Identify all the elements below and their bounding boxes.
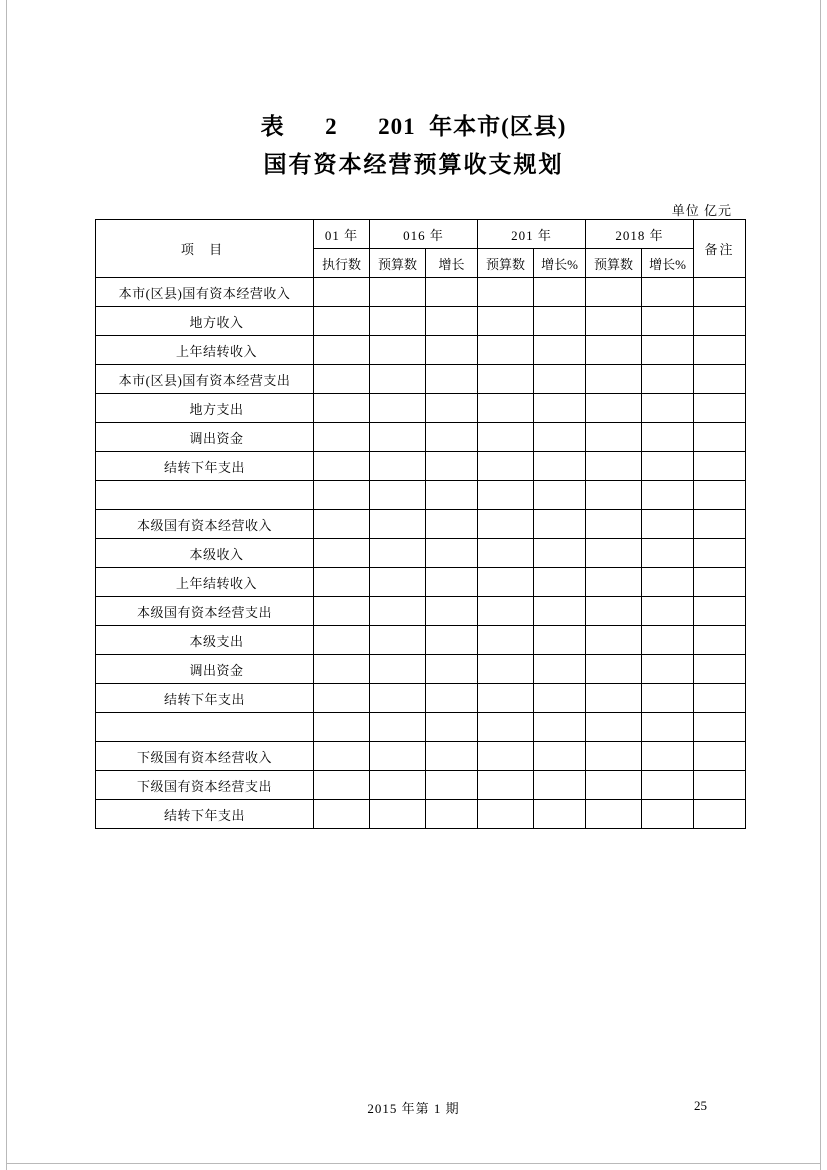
data-cell[interactable] bbox=[370, 365, 426, 394]
footer-issue-label: 2015 年第 1 期 bbox=[367, 1101, 460, 1116]
data-cell[interactable] bbox=[426, 510, 478, 539]
data-cell[interactable] bbox=[586, 800, 642, 829]
data-cell[interactable] bbox=[478, 452, 534, 481]
data-cell[interactable] bbox=[426, 742, 478, 771]
title-line-1: 表 2 201 年本市(区县) bbox=[260, 114, 567, 139]
data-cell[interactable] bbox=[642, 365, 694, 394]
data-cell[interactable] bbox=[694, 626, 746, 655]
data-cell[interactable] bbox=[370, 597, 426, 626]
data-cell[interactable] bbox=[426, 655, 478, 684]
data-cell[interactable] bbox=[534, 365, 586, 394]
header-sub-2017-growth: 增长% bbox=[534, 249, 586, 278]
data-cell[interactable] bbox=[534, 626, 586, 655]
table-row bbox=[96, 307, 746, 336]
data-cell[interactable] bbox=[586, 626, 642, 655]
data-cell[interactable] bbox=[426, 713, 478, 742]
table-row bbox=[96, 684, 746, 713]
budget-table bbox=[95, 219, 746, 829]
data-cell[interactable] bbox=[586, 713, 642, 742]
data-cell[interactable] bbox=[642, 800, 694, 829]
data-cell[interactable] bbox=[534, 771, 586, 800]
data-cell[interactable] bbox=[314, 539, 370, 568]
data-cell[interactable] bbox=[642, 771, 694, 800]
data-cell[interactable] bbox=[426, 800, 478, 829]
data-cell[interactable] bbox=[478, 568, 534, 597]
data-cell[interactable] bbox=[586, 655, 642, 684]
data-cell[interactable] bbox=[642, 713, 694, 742]
data-cell[interactable] bbox=[586, 510, 642, 539]
data-cell[interactable] bbox=[694, 771, 746, 800]
data-cell[interactable] bbox=[586, 597, 642, 626]
data-cell[interactable] bbox=[642, 684, 694, 713]
row-label: 本市(区县)国有资本经营收入 bbox=[96, 278, 314, 307]
header-year-2017: 201 年 bbox=[478, 220, 586, 249]
header-sub-2018-budget: 预算数 bbox=[586, 249, 642, 278]
table-header-row-1 bbox=[96, 220, 746, 249]
row-label: 结转下年支出 bbox=[96, 452, 314, 481]
data-cell[interactable] bbox=[426, 684, 478, 713]
page-edge-bottom bbox=[6, 1163, 821, 1164]
data-cell[interactable] bbox=[694, 539, 746, 568]
data-cell[interactable] bbox=[586, 336, 642, 365]
data-cell[interactable] bbox=[534, 452, 586, 481]
table-row bbox=[96, 510, 746, 539]
header-sub-2018-growth: 增长% bbox=[642, 249, 694, 278]
data-cell[interactable] bbox=[314, 568, 370, 597]
data-cell[interactable] bbox=[642, 423, 694, 452]
data-cell[interactable] bbox=[534, 481, 586, 510]
data-cell[interactable] bbox=[478, 423, 534, 452]
data-cell[interactable] bbox=[370, 800, 426, 829]
data-cell[interactable] bbox=[694, 597, 746, 626]
data-cell[interactable] bbox=[426, 336, 478, 365]
data-cell[interactable] bbox=[642, 278, 694, 307]
data-cell[interactable] bbox=[694, 684, 746, 713]
data-cell[interactable] bbox=[642, 568, 694, 597]
data-cell[interactable] bbox=[370, 394, 426, 423]
table-row bbox=[96, 655, 746, 684]
row-label: 上年结转收入 bbox=[96, 568, 314, 597]
header-note-column: 备注 bbox=[694, 220, 746, 278]
table-row bbox=[96, 568, 746, 597]
data-cell[interactable] bbox=[534, 510, 586, 539]
data-cell[interactable] bbox=[426, 597, 478, 626]
data-cell[interactable] bbox=[642, 655, 694, 684]
header-sub-2015-actual: 执行数 bbox=[314, 249, 370, 278]
data-cell[interactable] bbox=[534, 336, 586, 365]
data-cell[interactable] bbox=[478, 307, 534, 336]
data-cell[interactable] bbox=[694, 452, 746, 481]
data-cell[interactable] bbox=[534, 307, 586, 336]
header-year-2016: 016 年 bbox=[370, 220, 478, 249]
data-cell[interactable] bbox=[426, 539, 478, 568]
data-cell[interactable] bbox=[478, 539, 534, 568]
row-label: 地方收入 bbox=[96, 307, 314, 336]
data-cell[interactable] bbox=[642, 452, 694, 481]
table-row bbox=[96, 539, 746, 568]
header-sub-2017-budget: 预算数 bbox=[478, 249, 534, 278]
data-cell[interactable] bbox=[314, 597, 370, 626]
data-cell[interactable] bbox=[314, 655, 370, 684]
table-row bbox=[96, 742, 746, 771]
data-cell[interactable] bbox=[534, 423, 586, 452]
data-cell[interactable] bbox=[642, 539, 694, 568]
data-cell[interactable] bbox=[694, 800, 746, 829]
data-cell[interactable] bbox=[694, 481, 746, 510]
data-cell[interactable] bbox=[314, 452, 370, 481]
data-cell[interactable] bbox=[478, 365, 534, 394]
data-cell[interactable] bbox=[370, 771, 426, 800]
data-cell[interactable] bbox=[370, 481, 426, 510]
data-cell[interactable] bbox=[426, 452, 478, 481]
data-cell[interactable] bbox=[314, 481, 370, 510]
data-cell[interactable] bbox=[586, 539, 642, 568]
data-cell[interactable] bbox=[478, 336, 534, 365]
data-cell[interactable] bbox=[586, 771, 642, 800]
unit-label: 单位 亿元 bbox=[671, 203, 732, 218]
data-cell[interactable] bbox=[314, 394, 370, 423]
data-cell[interactable] bbox=[314, 336, 370, 365]
data-cell[interactable] bbox=[370, 684, 426, 713]
table-row bbox=[96, 597, 746, 626]
row-label: 上年结转收入 bbox=[96, 336, 314, 365]
data-cell[interactable] bbox=[694, 365, 746, 394]
table-row bbox=[96, 771, 746, 800]
table-row bbox=[96, 336, 746, 365]
table-row bbox=[96, 452, 746, 481]
data-cell[interactable] bbox=[370, 423, 426, 452]
data-cell[interactable] bbox=[534, 800, 586, 829]
data-cell[interactable] bbox=[694, 568, 746, 597]
data-cell[interactable] bbox=[426, 394, 478, 423]
data-cell[interactable] bbox=[534, 539, 586, 568]
data-cell[interactable] bbox=[586, 307, 642, 336]
data-cell[interactable] bbox=[370, 278, 426, 307]
header-sub-2016-growth: 增长 bbox=[426, 249, 478, 278]
data-cell[interactable] bbox=[370, 568, 426, 597]
data-cell[interactable] bbox=[314, 626, 370, 655]
data-cell[interactable] bbox=[642, 510, 694, 539]
table-row bbox=[96, 626, 746, 655]
data-cell[interactable] bbox=[314, 771, 370, 800]
row-label: 下级国有资本经营收入 bbox=[96, 742, 314, 771]
document-title bbox=[0, 112, 827, 182]
row-label: 本级收入 bbox=[96, 539, 314, 568]
data-cell[interactable] bbox=[534, 278, 586, 307]
row-label: 调出资金 bbox=[96, 423, 314, 452]
data-cell[interactable] bbox=[314, 307, 370, 336]
data-cell[interactable] bbox=[370, 336, 426, 365]
data-cell[interactable] bbox=[314, 278, 370, 307]
data-cell[interactable] bbox=[586, 481, 642, 510]
data-cell[interactable] bbox=[642, 481, 694, 510]
header-year-2018: 2018 年 bbox=[586, 220, 694, 249]
row-label: 本级支出 bbox=[96, 626, 314, 655]
data-cell[interactable] bbox=[694, 394, 746, 423]
row-label: 本级国有资本经营支出 bbox=[96, 597, 314, 626]
data-cell[interactable] bbox=[426, 423, 478, 452]
row-label: 本市(区县)国有资本经营支出 bbox=[96, 365, 314, 394]
data-cell[interactable] bbox=[314, 423, 370, 452]
row-label bbox=[96, 481, 314, 510]
data-cell[interactable] bbox=[478, 771, 534, 800]
data-cell[interactable] bbox=[586, 423, 642, 452]
data-cell[interactable] bbox=[642, 742, 694, 771]
row-label: 地方支出 bbox=[96, 394, 314, 423]
data-cell[interactable] bbox=[586, 742, 642, 771]
data-cell[interactable] bbox=[426, 568, 478, 597]
data-cell[interactable] bbox=[478, 394, 534, 423]
data-cell[interactable] bbox=[694, 336, 746, 365]
data-cell[interactable] bbox=[586, 452, 642, 481]
data-cell[interactable] bbox=[694, 278, 746, 307]
data-cell[interactable] bbox=[478, 510, 534, 539]
data-cell[interactable] bbox=[478, 481, 534, 510]
footer-page-number: 25 bbox=[694, 1098, 707, 1113]
data-cell[interactable] bbox=[642, 394, 694, 423]
data-cell[interactable] bbox=[534, 597, 586, 626]
data-cell[interactable] bbox=[314, 742, 370, 771]
data-cell[interactable] bbox=[642, 307, 694, 336]
header-item-column: 项 目 bbox=[96, 220, 314, 278]
data-cell[interactable] bbox=[694, 510, 746, 539]
data-cell[interactable] bbox=[426, 481, 478, 510]
data-cell[interactable] bbox=[694, 655, 746, 684]
data-cell[interactable] bbox=[586, 394, 642, 423]
row-label: 结转下年支出 bbox=[96, 684, 314, 713]
data-cell[interactable] bbox=[586, 684, 642, 713]
data-cell[interactable] bbox=[370, 626, 426, 655]
data-cell[interactable] bbox=[694, 742, 746, 771]
data-cell[interactable] bbox=[642, 626, 694, 655]
data-cell[interactable] bbox=[314, 510, 370, 539]
data-cell[interactable] bbox=[534, 742, 586, 771]
data-cell[interactable] bbox=[370, 713, 426, 742]
data-cell[interactable] bbox=[642, 597, 694, 626]
row-label: 结转下年支出 bbox=[96, 800, 314, 829]
data-cell[interactable] bbox=[370, 510, 426, 539]
data-cell[interactable] bbox=[478, 713, 534, 742]
data-cell[interactable] bbox=[370, 307, 426, 336]
data-cell[interactable] bbox=[534, 568, 586, 597]
data-cell[interactable] bbox=[534, 684, 586, 713]
data-cell[interactable] bbox=[694, 423, 746, 452]
data-cell[interactable] bbox=[586, 365, 642, 394]
title-line-2: 国有资本经营预算收支规划 bbox=[263, 152, 564, 177]
row-label: 本级国有资本经营收入 bbox=[96, 510, 314, 539]
data-cell[interactable] bbox=[426, 365, 478, 394]
table-row bbox=[96, 394, 746, 423]
data-cell[interactable] bbox=[478, 626, 534, 655]
table-body bbox=[96, 278, 746, 829]
data-cell[interactable] bbox=[642, 336, 694, 365]
data-cell[interactable] bbox=[694, 713, 746, 742]
data-cell[interactable] bbox=[534, 655, 586, 684]
data-cell[interactable] bbox=[478, 655, 534, 684]
row-label: 下级国有资本经营支出 bbox=[96, 771, 314, 800]
table-row bbox=[96, 278, 746, 307]
data-cell[interactable] bbox=[426, 278, 478, 307]
row-label: 调出资金 bbox=[96, 655, 314, 684]
table-row bbox=[96, 481, 746, 510]
data-cell[interactable] bbox=[314, 684, 370, 713]
data-cell[interactable] bbox=[586, 568, 642, 597]
data-cell[interactable] bbox=[478, 742, 534, 771]
data-cell[interactable] bbox=[426, 771, 478, 800]
data-cell[interactable] bbox=[370, 655, 426, 684]
data-cell[interactable] bbox=[370, 452, 426, 481]
row-label bbox=[96, 713, 314, 742]
table-row bbox=[96, 713, 746, 742]
data-cell[interactable] bbox=[478, 800, 534, 829]
data-cell[interactable] bbox=[586, 278, 642, 307]
data-cell[interactable] bbox=[426, 626, 478, 655]
table-row bbox=[96, 365, 746, 394]
table-row bbox=[96, 423, 746, 452]
data-cell[interactable] bbox=[478, 278, 534, 307]
table-row bbox=[96, 800, 746, 829]
data-cell[interactable] bbox=[534, 394, 586, 423]
data-cell[interactable] bbox=[478, 684, 534, 713]
header-year-2015: 01 年 bbox=[314, 220, 370, 249]
data-cell[interactable] bbox=[314, 713, 370, 742]
data-cell[interactable] bbox=[534, 713, 586, 742]
data-cell[interactable] bbox=[426, 307, 478, 336]
data-cell[interactable] bbox=[370, 539, 426, 568]
data-cell[interactable] bbox=[370, 742, 426, 771]
data-cell[interactable] bbox=[694, 307, 746, 336]
data-cell[interactable] bbox=[314, 800, 370, 829]
data-cell[interactable] bbox=[314, 365, 370, 394]
header-sub-2016-budget: 预算数 bbox=[370, 249, 426, 278]
data-cell[interactable] bbox=[478, 597, 534, 626]
